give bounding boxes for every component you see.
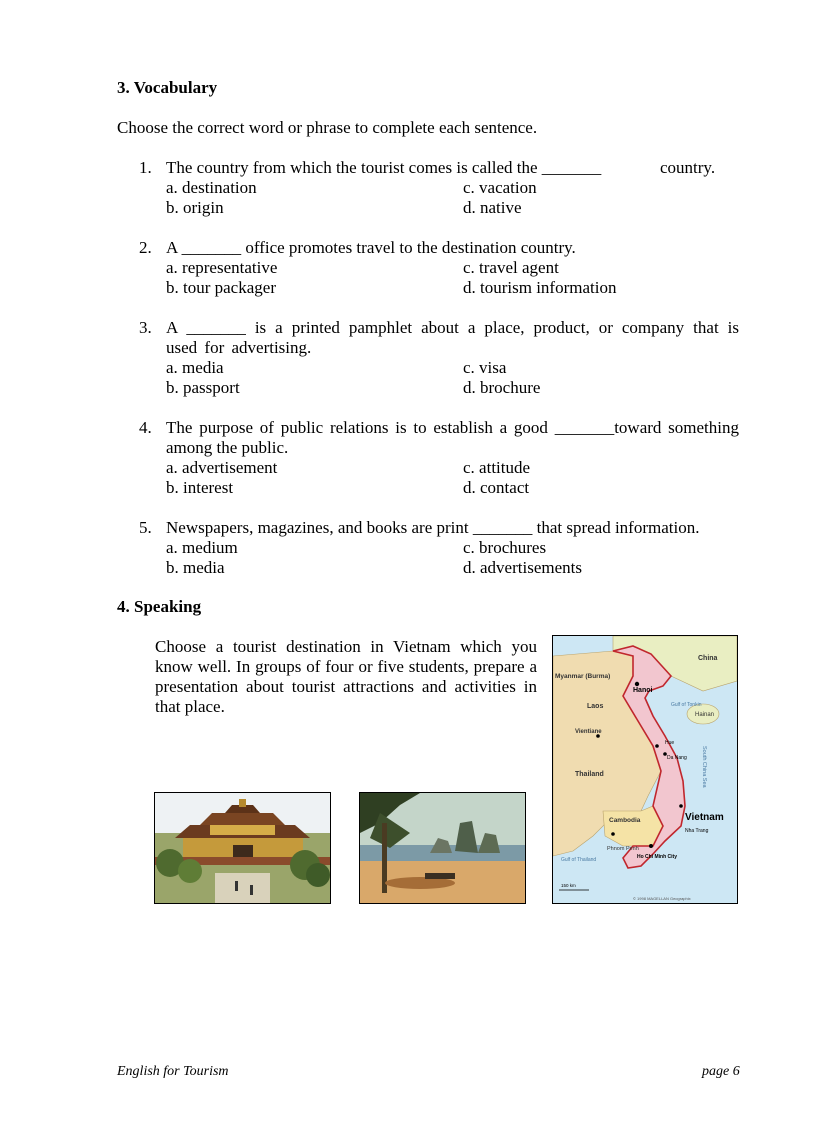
question-1 <box>139 158 739 217</box>
label-hue: Hue <box>665 740 675 746</box>
beach-photo-image <box>360 793 525 903</box>
option-c: c. visa <box>463 358 507 377</box>
question-4 <box>139 418 739 497</box>
option-a: a. destination <box>166 178 257 197</box>
option-a: a. media <box>166 358 224 377</box>
beach-photo <box>359 792 526 904</box>
label-gulf-tonkin: Gulf of Tonkin <box>671 702 702 708</box>
label-cambodia: Cambodia <box>609 817 641 824</box>
label-ho-chi-minh: Ho Chi Minh City <box>637 854 677 860</box>
question-number: 5. <box>139 518 152 537</box>
cambodia-region <box>603 806 663 846</box>
option-c: c. travel agent <box>463 258 559 277</box>
speaking-heading: 4. Speaking <box>117 597 202 616</box>
option-b: b. origin <box>166 198 224 217</box>
option-c: c. vacation <box>463 178 537 197</box>
label-vientiane: Vientiane <box>575 729 602 735</box>
label-china: China <box>698 655 718 662</box>
question-text: The purpose of public relations is to establish a good _______toward something among the public. <box>166 418 739 457</box>
option-b: b. interest <box>166 478 234 497</box>
label-scale: 150 km <box>561 883 576 888</box>
question-3 <box>139 318 739 397</box>
label-credit: © 1998 MAGELLAN Geographix <box>633 896 691 901</box>
question-text: A _______ is a printed pamphlet about a place, product, or company that is used for advertising. <box>166 318 739 357</box>
label-laos: Laos <box>587 703 604 710</box>
label-thailand: Thailand <box>575 771 604 778</box>
label-nha-trang: Nha Trang <box>685 828 709 834</box>
footer-title: English for Tourism <box>117 1064 229 1079</box>
option-d: d. brochure <box>463 378 541 397</box>
option-d: d. native <box>463 198 522 217</box>
question-2 <box>139 238 739 297</box>
vietnam-map-image <box>553 636 737 903</box>
question-number: 2. <box>139 238 152 257</box>
vietnam-map <box>552 635 738 904</box>
option-d: d. advertisements <box>463 558 582 577</box>
option-b: b. passport <box>166 378 240 397</box>
question-text: Newspapers, magazines, and books are print _______ that spread information. <box>166 518 700 537</box>
label-gulf-thailand: Gulf of Thailand <box>561 857 597 863</box>
speaking-paragraph: Choose a tourist destination in Vietnam which you know well. In groups of four or five students, prepare a presentation about tourist attractions and activities in that place. <box>155 637 537 716</box>
label-vietnam: Vietnam <box>685 812 724 823</box>
label-south-china-sea: South China Sea <box>701 746 707 788</box>
option-a: a. advertisement <box>166 458 278 477</box>
question-text: The country from which the tourist comes is called the _______ <box>166 158 602 177</box>
question-number: 4. <box>139 418 152 437</box>
option-a: a. medium <box>166 538 238 557</box>
option-b: b. media <box>166 558 225 577</box>
label-phnom-penh: Phnom Penh <box>607 846 639 852</box>
option-d: d. contact <box>463 478 530 497</box>
question-number: 3. <box>139 318 152 337</box>
label-hainan: Hainan <box>695 712 715 718</box>
vocabulary-instruction: Choose the correct word or phrase to complete each sentence. <box>117 118 538 137</box>
label-da-nang: Da Nang <box>667 755 687 761</box>
label-hanoi: Hanoi <box>633 687 653 694</box>
vocabulary-heading: 3. Vocabulary <box>117 78 218 97</box>
footer-page-number: page 6 <box>702 1064 740 1079</box>
question-text-end: country. <box>660 158 716 177</box>
question-5 <box>139 518 739 577</box>
citadel-photo-image <box>155 793 330 903</box>
question-text: A _______ office promotes travel to the destination country. <box>166 238 576 257</box>
option-c: c. attitude <box>463 458 531 477</box>
question-number: 1. <box>139 158 152 177</box>
option-b: b. tour packager <box>166 278 276 297</box>
option-a: a. representative <box>166 258 278 277</box>
option-d: d. tourism information <box>463 278 617 297</box>
label-myanmar: Myanmar (Burma) <box>555 673 611 680</box>
option-c: c. brochures <box>463 538 547 557</box>
citadel-photo <box>154 792 331 904</box>
